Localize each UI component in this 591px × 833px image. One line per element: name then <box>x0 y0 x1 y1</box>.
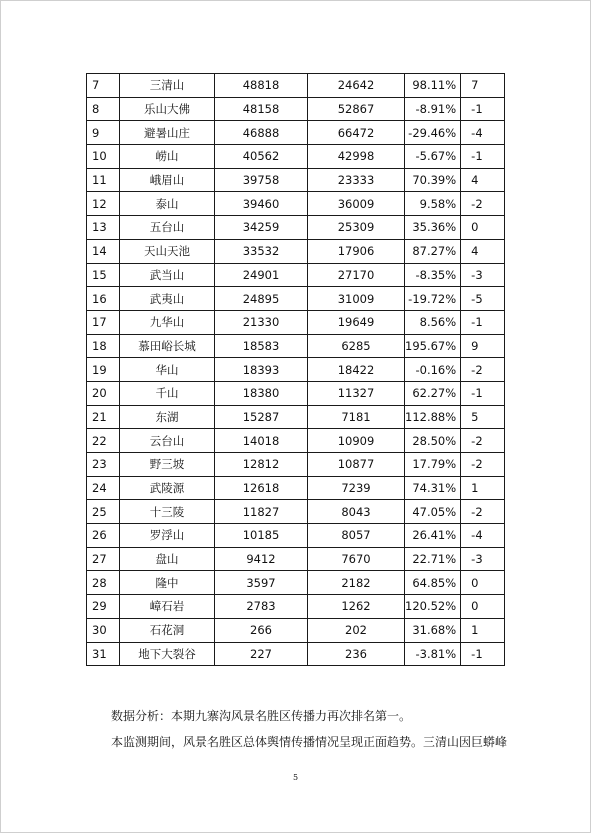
previous-value-cell: 18422 <box>308 358 405 382</box>
current-value-cell: 21330 <box>215 310 308 334</box>
change-percent-cell: -5.67% <box>405 145 461 169</box>
current-value-cell: 34259 <box>215 216 308 240</box>
previous-value-cell: 23333 <box>308 168 405 192</box>
change-percent-cell: 35.36% <box>405 216 461 240</box>
change-percent-cell: 47.05% <box>405 500 461 524</box>
previous-value-cell: 52867 <box>308 97 405 121</box>
table-row <box>87 547 505 571</box>
rank-cell: 16 <box>87 287 120 311</box>
scenic-area-name-cell: 十三陵 <box>120 500 215 524</box>
current-value-cell: 40562 <box>215 145 308 169</box>
rank-change-cell: -2 <box>461 429 505 453</box>
scenic-area-name-cell: 东湖 <box>120 405 215 429</box>
current-value-cell: 266 <box>215 618 308 642</box>
change-percent-cell: 62.27% <box>405 381 461 405</box>
change-percent-cell: -19.72% <box>405 287 461 311</box>
table-row <box>87 524 505 548</box>
rank-change-cell: 7 <box>461 74 505 98</box>
previous-value-cell: 17906 <box>308 239 405 263</box>
current-value-cell: 12618 <box>215 476 308 500</box>
scenic-area-name-cell: 峨眉山 <box>120 168 215 192</box>
scenic-area-name-cell: 乐山大佛 <box>120 97 215 121</box>
previous-value-cell: 10877 <box>308 453 405 477</box>
current-value-cell: 24901 <box>215 263 308 287</box>
rank-change-cell: 1 <box>461 476 505 500</box>
scenic-area-name-cell: 嶂石岩 <box>120 595 215 619</box>
current-value-cell: 33532 <box>215 239 308 263</box>
previous-value-cell: 8057 <box>308 524 405 548</box>
change-percent-cell: -8.91% <box>405 97 461 121</box>
previous-value-cell: 2182 <box>308 571 405 595</box>
change-percent-cell: 74.31% <box>405 476 461 500</box>
ranking-table <box>86 73 505 666</box>
change-percent-cell: 120.52% <box>405 595 461 619</box>
table-row <box>87 381 505 405</box>
table-row <box>87 334 505 358</box>
rank-cell: 18 <box>87 334 120 358</box>
current-value-cell: 48818 <box>215 74 308 98</box>
table-row <box>87 145 505 169</box>
previous-value-cell: 19649 <box>308 310 405 334</box>
table-row <box>87 287 505 311</box>
rank-cell: 12 <box>87 192 120 216</box>
current-value-cell: 9412 <box>215 547 308 571</box>
previous-value-cell: 7181 <box>308 405 405 429</box>
scenic-area-name-cell: 崂山 <box>120 145 215 169</box>
table-row <box>87 476 505 500</box>
rank-change-cell: -3 <box>461 263 505 287</box>
rank-change-cell: 5 <box>461 405 505 429</box>
current-value-cell: 2783 <box>215 595 308 619</box>
current-value-cell: 46888 <box>215 121 308 145</box>
scenic-area-name-cell: 野三坡 <box>120 453 215 477</box>
rank-cell: 17 <box>87 310 120 334</box>
change-percent-cell: 9.58% <box>405 192 461 216</box>
rank-change-cell: -1 <box>461 145 505 169</box>
table-row <box>87 97 505 121</box>
scenic-area-name-cell: 九华山 <box>120 310 215 334</box>
rank-change-cell: -2 <box>461 500 505 524</box>
previous-value-cell: 11327 <box>308 381 405 405</box>
rank-change-cell: -3 <box>461 547 505 571</box>
scenic-area-name-cell: 三清山 <box>120 74 215 98</box>
current-value-cell: 18393 <box>215 358 308 382</box>
previous-value-cell: 8043 <box>308 500 405 524</box>
previous-value-cell: 25309 <box>308 216 405 240</box>
table-row <box>87 453 505 477</box>
page-number: 5 <box>292 773 299 782</box>
current-value-cell: 15287 <box>215 405 308 429</box>
scenic-area-name-cell: 避暑山庄 <box>120 121 215 145</box>
change-percent-cell: -29.46% <box>405 121 461 145</box>
scenic-area-name-cell: 武陵源 <box>120 476 215 500</box>
rank-cell: 24 <box>87 476 120 500</box>
rank-cell: 22 <box>87 429 120 453</box>
change-percent-cell: -3.81% <box>405 642 461 666</box>
previous-value-cell: 66472 <box>308 121 405 145</box>
previous-value-cell: 42998 <box>308 145 405 169</box>
rank-cell: 30 <box>87 618 120 642</box>
rank-cell: 11 <box>87 168 120 192</box>
table-row <box>87 595 505 619</box>
scenic-area-name-cell: 天山天池 <box>120 239 215 263</box>
rank-change-cell: -5 <box>461 287 505 311</box>
scenic-area-name-cell: 华山 <box>120 358 215 382</box>
change-percent-cell: 8.56% <box>405 310 461 334</box>
change-percent-cell: 17.79% <box>405 453 461 477</box>
change-percent-cell: 70.39% <box>405 168 461 192</box>
current-value-cell: 12812 <box>215 453 308 477</box>
previous-value-cell: 24642 <box>308 74 405 98</box>
change-percent-cell: -0.16% <box>405 358 461 382</box>
change-percent-cell: 98.11% <box>405 74 461 98</box>
current-value-cell: 14018 <box>215 429 308 453</box>
previous-value-cell: 236 <box>308 642 405 666</box>
previous-value-cell: 31009 <box>308 287 405 311</box>
rank-change-cell: 9 <box>461 334 505 358</box>
rank-change-cell: 0 <box>461 571 505 595</box>
scenic-area-name-cell: 盘山 <box>120 547 215 571</box>
table-row <box>87 642 505 666</box>
rank-cell: 23 <box>87 453 120 477</box>
change-percent-cell: 31.68% <box>405 618 461 642</box>
scenic-area-name-cell: 慕田峪长城 <box>120 334 215 358</box>
analysis-paragraph-line1: 数据分析：本期九寨沟风景名胜区传播力再次排名第一。 <box>111 709 412 723</box>
current-value-cell: 3597 <box>215 571 308 595</box>
change-percent-cell: 64.85% <box>405 571 461 595</box>
previous-value-cell: 7239 <box>308 476 405 500</box>
scenic-area-name-cell: 武当山 <box>120 263 215 287</box>
current-value-cell: 39460 <box>215 192 308 216</box>
rank-change-cell: 1 <box>461 618 505 642</box>
table-row <box>87 429 505 453</box>
table-row <box>87 263 505 287</box>
previous-value-cell: 6285 <box>308 334 405 358</box>
table-row <box>87 239 505 263</box>
rank-cell: 21 <box>87 405 120 429</box>
rank-cell: 25 <box>87 500 120 524</box>
rank-change-cell: -2 <box>461 358 505 382</box>
scenic-area-name-cell: 地下大裂谷 <box>120 642 215 666</box>
change-percent-cell: 112.88% <box>405 405 461 429</box>
rank-cell: 13 <box>87 216 120 240</box>
scenic-area-name-cell: 罗浮山 <box>120 524 215 548</box>
rank-change-cell: 4 <box>461 239 505 263</box>
previous-value-cell: 10909 <box>308 429 405 453</box>
rank-cell: 19 <box>87 358 120 382</box>
rank-change-cell: 0 <box>461 595 505 619</box>
table-row <box>87 121 505 145</box>
table-row <box>87 216 505 240</box>
rank-change-cell: 4 <box>461 168 505 192</box>
current-value-cell: 24895 <box>215 287 308 311</box>
scenic-area-name-cell: 泰山 <box>120 192 215 216</box>
rank-change-cell: -1 <box>461 381 505 405</box>
rank-cell: 29 <box>87 595 120 619</box>
table-row <box>87 358 505 382</box>
change-percent-cell: 87.27% <box>405 239 461 263</box>
table-row <box>87 74 505 98</box>
rank-cell: 7 <box>87 74 120 98</box>
rank-change-cell: -1 <box>461 642 505 666</box>
scenic-area-name-cell: 云台山 <box>120 429 215 453</box>
table-row <box>87 571 505 595</box>
rank-change-cell: -2 <box>461 192 505 216</box>
rank-cell: 14 <box>87 239 120 263</box>
scenic-area-name-cell: 五台山 <box>120 216 215 240</box>
rank-change-cell: -4 <box>461 121 505 145</box>
rank-cell: 28 <box>87 571 120 595</box>
rank-cell: 8 <box>87 97 120 121</box>
table-row <box>87 500 505 524</box>
rank-change-cell: -2 <box>461 453 505 477</box>
rank-cell: 10 <box>87 145 120 169</box>
scenic-area-name-cell: 千山 <box>120 381 215 405</box>
change-percent-cell: -8.35% <box>405 263 461 287</box>
scenic-area-name-cell: 隆中 <box>120 571 215 595</box>
current-value-cell: 10185 <box>215 524 308 548</box>
table-row <box>87 618 505 642</box>
rank-cell: 26 <box>87 524 120 548</box>
current-value-cell: 18583 <box>215 334 308 358</box>
analysis-paragraph-line2: 本监测期间，风景名胜区总体舆情传播情况呈现正面趋势。三清山因巨蟒峰 <box>111 735 508 749</box>
table-row <box>87 310 505 334</box>
change-percent-cell: 22.71% <box>405 547 461 571</box>
previous-value-cell: 202 <box>308 618 405 642</box>
scenic-area-name-cell: 石花洞 <box>120 618 215 642</box>
rank-change-cell: -1 <box>461 310 505 334</box>
rank-cell: 20 <box>87 381 120 405</box>
rank-cell: 15 <box>87 263 120 287</box>
current-value-cell: 48158 <box>215 97 308 121</box>
current-value-cell: 18380 <box>215 381 308 405</box>
rank-cell: 9 <box>87 121 120 145</box>
rank-change-cell: 0 <box>461 216 505 240</box>
change-percent-cell: 26.41% <box>405 524 461 548</box>
current-value-cell: 227 <box>215 642 308 666</box>
scenic-area-name-cell: 武夷山 <box>120 287 215 311</box>
previous-value-cell: 27170 <box>308 263 405 287</box>
table-row <box>87 192 505 216</box>
rank-cell: 31 <box>87 642 120 666</box>
change-percent-cell: 28.50% <box>405 429 461 453</box>
table-row <box>87 168 505 192</box>
change-percent-cell: 195.67% <box>405 334 461 358</box>
current-value-cell: 39758 <box>215 168 308 192</box>
rank-change-cell: -4 <box>461 524 505 548</box>
table-row <box>87 405 505 429</box>
current-value-cell: 11827 <box>215 500 308 524</box>
previous-value-cell: 7670 <box>308 547 405 571</box>
rank-change-cell: -1 <box>461 97 505 121</box>
previous-value-cell: 36009 <box>308 192 405 216</box>
rank-cell: 27 <box>87 547 120 571</box>
ranking-table-body <box>87 74 505 666</box>
previous-value-cell: 1262 <box>308 595 405 619</box>
